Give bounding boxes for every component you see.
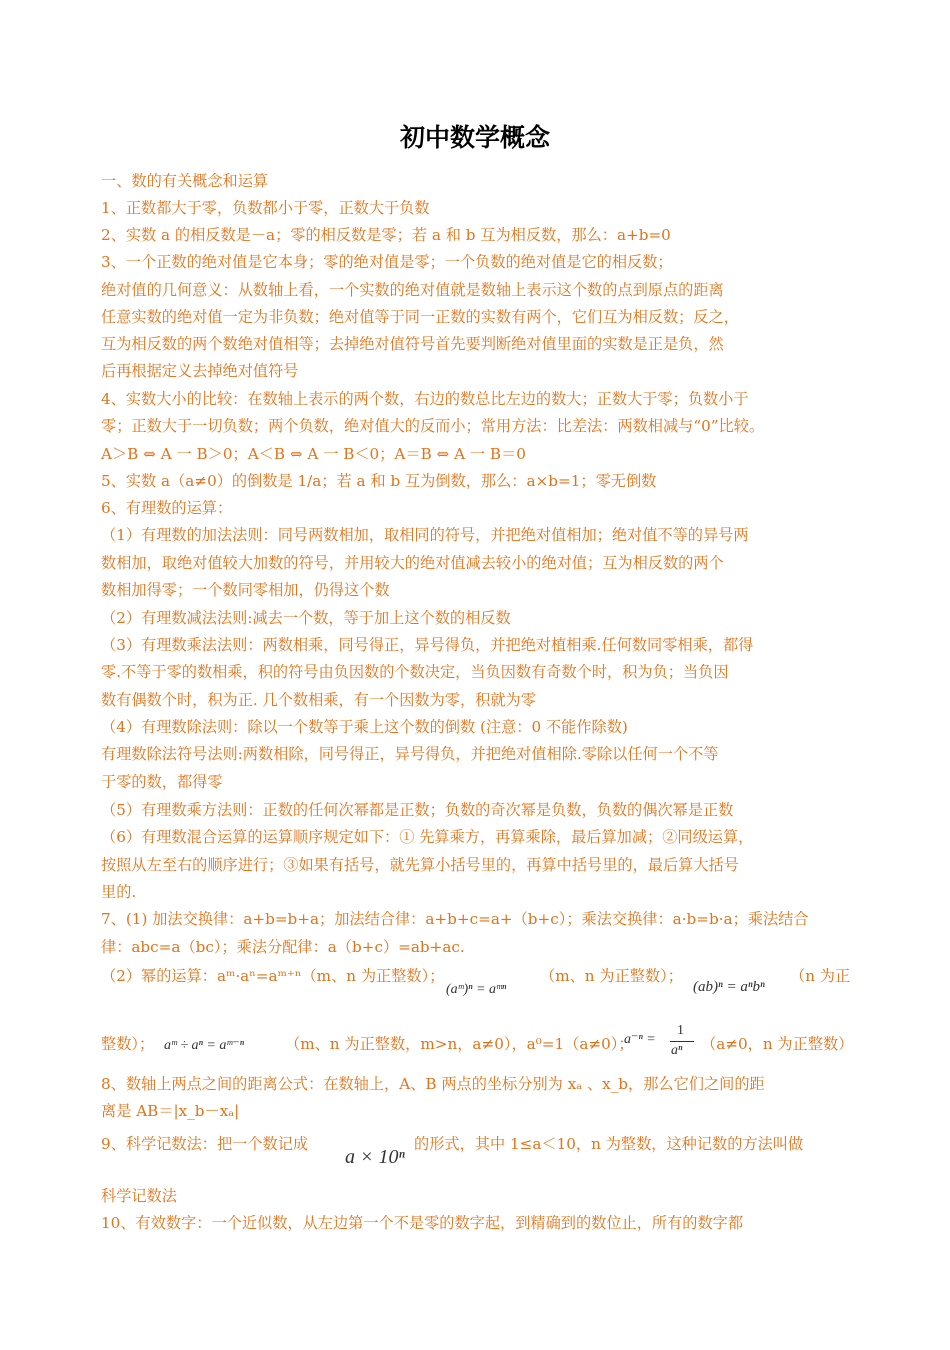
text-line: 数相加得零；一个数同零相加，仍得这个数: [101, 581, 390, 599]
fraction-bar: [670, 1041, 694, 1042]
text-line: 有理数除法符号法则:两数相除，同号得正，异号得负，并把绝对值相除.零除以任何一个不等: [101, 745, 719, 763]
text-line: 绝对值的几何意义：从数轴上看，一个实数的绝对值就是数轴上表示这个数的点到原点的距离: [101, 281, 724, 299]
text-line: 9、科学记数法：把一个数记成: [101, 1135, 309, 1153]
formula-fraction-denominator: aⁿ: [671, 1043, 683, 1058]
text-line: （3）有理数乘法法则：两数相乘，同号得正，异号得负，并把绝对植相乘.任何数同零相乘，都得: [101, 636, 754, 654]
text-line: （m、n 为正整数，m>n，a≠0），a⁰=1（a≠0）；: [285, 1035, 634, 1053]
formula-quotient: aᵐ ÷ aⁿ = aᵐ⁻ⁿ: [164, 1038, 245, 1053]
section-heading: 一、数的有关概念和运算: [101, 172, 269, 190]
text-line: 科学记数法: [101, 1187, 177, 1205]
text-line: A＞B ⇔ A 一 B＞0；A＜B ⇔ A 一 B＜0；A＝B ⇔ A 一 B＝0: [101, 445, 526, 463]
text-line: （m、n 为正整数）；: [540, 967, 683, 985]
text-line: 1、正数都大于零，负数都小于零，正数大于负数: [101, 199, 430, 217]
text-line: 里的.: [101, 883, 137, 901]
text-line: 10、有效数字：一个近似数，从左边第一个不是零的数字起，到精确到的数位止，所有的数字都: [101, 1214, 744, 1232]
text-line: 零.不等于零的数相乘，积的符号由负因数的个数决定，当负因数有奇数个时，积为负；当负因: [101, 663, 729, 681]
text-line: 零；正数大于一切负数；两个负数，绝对值大的反而小；常用方法：比差法：两数相减与“0”比较。: [101, 417, 765, 435]
text-line: 离是 AB＝|x_b－xₐ|: [101, 1102, 240, 1120]
text-line: （1）有理数的加法法则：同号两数相加，取相同的符号，并把绝对值相加；绝对值不等的异号两: [101, 526, 749, 544]
text-line: 8、数轴上两点之间的距离公式：在数轴上，A、B 两点的坐标分别为 xₐ 、x_b，那么它们之间的距: [101, 1075, 765, 1093]
formula-negative-exponent: a⁻ⁿ =: [624, 1032, 656, 1047]
text-line: 律：abc=a（bc）；乘法分配律：a（b+c）=ab+ac.: [101, 938, 465, 956]
formula-power-of-power: (aᵐ)ⁿ = aᵐⁿ: [446, 982, 507, 997]
text-line: 7、(1) 加法交换律：a+b=b+a；加法结合律：a+b+c=a+（b+c）；乘法交换律：a·b=b·a；乘法结合: [101, 910, 809, 928]
text-line: （a≠0，n 为正整数）: [701, 1035, 854, 1053]
text-line: （2）幂的运算：aᵐ·aⁿ=aᵐ⁺ⁿ（m、n 为正整数）；: [101, 967, 445, 985]
formula-scientific-notation: a × 10ⁿ: [345, 1146, 405, 1168]
text-line: 2、实数 a 的相反数是－a；零的相反数是零；若 a 和 b 互为相反数，那么：a+b=0: [101, 226, 671, 244]
text-line: 后再根据定义去掉绝对值符号: [101, 362, 299, 380]
page-title: 初中数学概念: [399, 123, 550, 152]
text-line: 整数）；: [101, 1035, 155, 1053]
text-line: （4）有理数除法则：除以一个数等于乘上这个数的倒数 (注意：0 不能作除数): [101, 718, 628, 736]
text-line: 按照从左至右的顺序进行；③如果有括号，就先算小括号里的，再算中括号里的，最后算大括号: [101, 856, 739, 874]
text-line: 于零的数，都得零: [101, 773, 223, 791]
text-line: 3、一个正数的绝对值是它本身；零的绝对值是零；一个负数的绝对值是它的相反数；: [101, 253, 673, 271]
text-line: 6、有理数的运算：: [101, 499, 233, 517]
text-line: （n 为正: [790, 967, 851, 985]
text-line: 数相加，取绝对值较大加数的符号，并用较大的绝对值减去较小的绝对值；互为相反数的两个: [101, 554, 724, 572]
text-line: 5、实数 a（a≠0）的倒数是 1/a；若 a 和 b 互为倒数，那么：a×b=1；零无倒数: [101, 472, 657, 490]
formula-fraction-numerator: 1: [677, 1023, 684, 1038]
text-line: （6）有理数混合运算的运算顺序规定如下：① 先算乘方，再算乘除，最后算加减；②同级运算，: [101, 828, 754, 846]
text-line: 数有偶数个时，积为正. 几个数相乘，有一个因数为零，积就为零: [101, 691, 536, 709]
text-line: 的形式，其中 1≤a＜10，n 为整数，这种记数的方法叫做: [414, 1135, 804, 1153]
formula-power-of-product: (ab)ⁿ = aⁿbⁿ: [693, 979, 765, 995]
text-line: （5）有理数乘方法则：正数的任何次幂都是正数；负数的奇次幂是负数，负数的偶次幂是正数: [101, 801, 734, 819]
text-line: 任意实数的绝对值一定为非负数；绝对值等于同一正数的实数有两个，它们互为相反数；反之，: [101, 308, 739, 326]
text-line: 互为相反数的两个数绝对值相等；去掉绝对值符号首先要判断绝对值里面的实数是正是负，然: [101, 335, 724, 353]
text-line: 4、实数大小的比较：在数轴上表示的两个数，右边的数总比左边的数大；正数大于零；负数小于: [101, 390, 749, 408]
text-line: （2）有理数减法法则:减去一个数，等于加上这个数的相反数: [101, 609, 511, 627]
